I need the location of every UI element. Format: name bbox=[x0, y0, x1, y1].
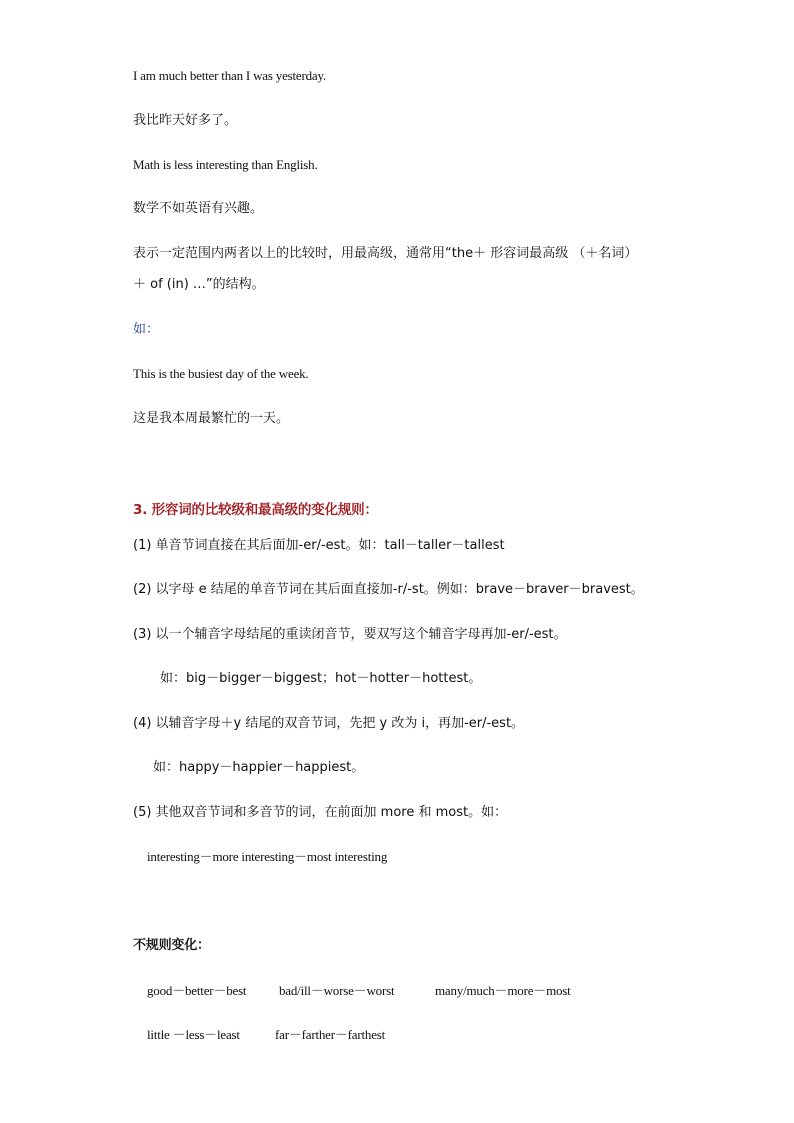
irregular-good: good－better－best bbox=[147, 983, 247, 998]
irregular-row-2 bbox=[147, 1026, 385, 1044]
rule-5-example: interesting－more interesting－most interesting bbox=[147, 849, 388, 864]
rule-1: (1) 单音节词直接在其后面加-er/-est。如：tall－taller－tallest bbox=[133, 538, 505, 553]
example-sentence-chinese-2: 数学不如英语有兴趣。 bbox=[133, 201, 264, 216]
rule-2: (2) 以字母 e 结尾的单音节词在其后面直接加-r/-st。例如：brave－braver－bravest。 bbox=[133, 582, 644, 597]
example-label: 如： bbox=[133, 322, 160, 337]
example-sentence-english-1: I am much better than I was yesterday. bbox=[133, 68, 326, 83]
rule-4-example: 如：happy－happier－happiest。 bbox=[153, 760, 365, 775]
irregular-title: 不规则变化： bbox=[133, 938, 210, 953]
irregular-many: many/much－more－most bbox=[435, 983, 571, 998]
rule-5: (5) 其他双音节词和多音节的词，在前面加 more 和 most。如： bbox=[133, 805, 508, 820]
irregular-bad: bad/ill－worse－worst bbox=[279, 983, 395, 998]
example-sentence-chinese-3: 这是我本周最繁忙的一天。 bbox=[133, 411, 290, 426]
example-sentence-chinese-1: 我比昨天好多了。 bbox=[133, 113, 238, 128]
irregular-little: little －less－least bbox=[147, 1027, 240, 1042]
rule-3: (3) 以一个辅音字母结尾的重读闭音节，要双写这个辅音字母再加-er/-est。 bbox=[133, 627, 567, 642]
example-sentence-english-2: Math is less interesting than English. bbox=[133, 157, 318, 172]
rule-4: (4) 以辅音字母＋y 结尾的双音节词，先把 y 改为 i，再加-er/-est。 bbox=[133, 716, 525, 731]
section-heading-3: 3. 形容词的比较级和最高级的变化规则： bbox=[133, 502, 378, 518]
rule-3-example: 如：big－bigger－biggest；hot－hotter－hottest。 bbox=[160, 671, 482, 686]
irregular-far: far－farther－farthest bbox=[275, 1027, 386, 1042]
example-sentence-english-3: This is the busiest day of the week. bbox=[133, 366, 309, 381]
irregular-row-1 bbox=[147, 982, 571, 1000]
superlative-rule-line-1: 表示一定范围内两者以上的比较时，用最高级，通常用“the＋ 形容词最高级 （＋名词） bbox=[133, 246, 638, 261]
superlative-rule-line-2: ＋ of (in) …”的结构。 bbox=[133, 277, 265, 292]
